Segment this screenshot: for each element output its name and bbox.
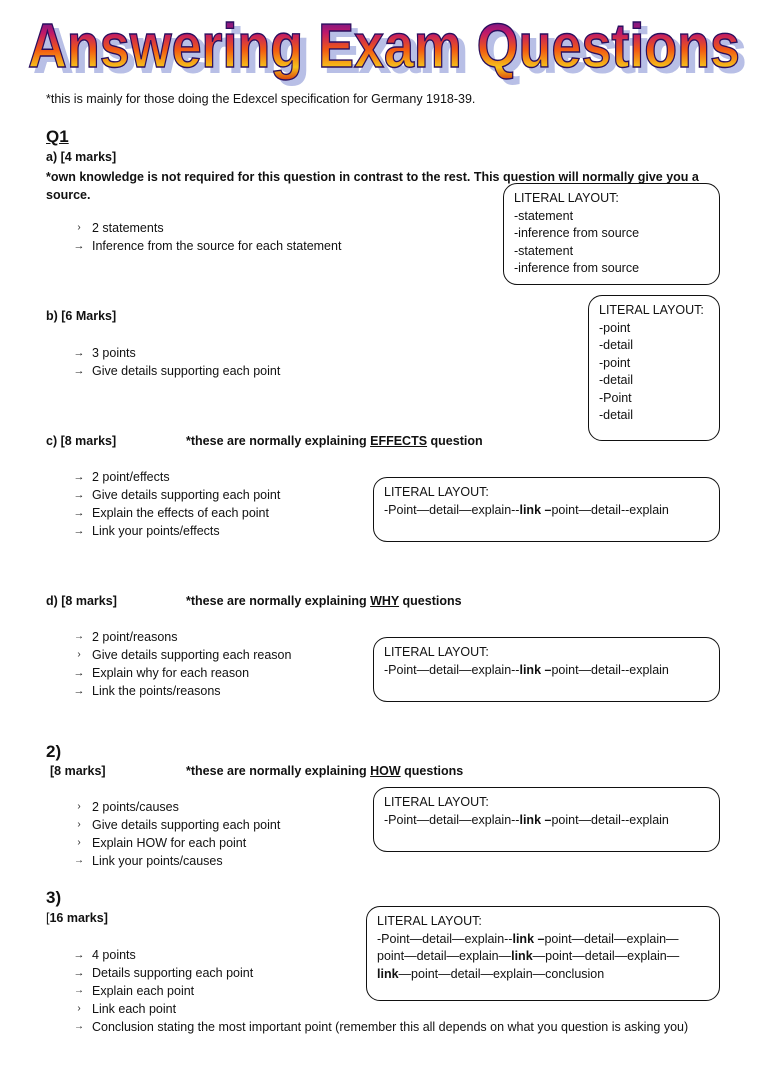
list-item: → Explain the effects of each point (66, 504, 280, 522)
arrow-right-icon: → (74, 855, 84, 866)
list-item: → 2 point/reasons (66, 628, 291, 646)
arrow-right-icon: → (74, 1021, 84, 1032)
list-item: → 4 points (66, 946, 688, 964)
list-item: → Link the points/reasons (66, 682, 291, 700)
layout-line: -statement (514, 208, 574, 223)
q1c-layout-box (373, 477, 720, 542)
list-item: → Give details supporting each point (66, 486, 280, 504)
arrow-right-icon: → (74, 985, 84, 996)
layout-line: -point (599, 320, 631, 335)
q3-marks: [16 marks] (46, 911, 108, 925)
layout-line: -detail (599, 373, 634, 387)
q3-heading: 3) (46, 888, 62, 907)
q1c-note: *these are normally explaining EFFECTS question (186, 434, 483, 448)
arrow-right-icon: → (73, 240, 85, 252)
layout-line: point—detail—explain—link—point—detail—explain— (377, 949, 680, 963)
q1c-marks: c) [8 marks] (46, 434, 117, 448)
arrow-right-icon: → (73, 471, 85, 483)
arrow-right-icon: → (73, 507, 85, 519)
list-item: › Give details supporting each point (66, 816, 280, 834)
chevron-right-icon: › (77, 1003, 81, 1014)
chevron-right-icon: › (77, 222, 81, 233)
list-item: → 2 point/effects (66, 468, 280, 486)
q2-heading: 2) (46, 742, 62, 761)
q1a-bullets (66, 219, 341, 255)
layout-title: LITERAL LAYOUT: (384, 795, 489, 809)
list-item: → Link your points/causes (66, 852, 280, 870)
list-item: › 2 statements (66, 219, 341, 237)
arrow-right-icon: → (73, 949, 85, 961)
q1a-layout-box (503, 183, 720, 285)
q1a-note: *own knowledge is not required for this question in contrast to the rest. This question will normally give you a source. (46, 170, 699, 202)
q2-marks: [8 marks] (50, 764, 106, 778)
list-item: → Explain each point (66, 982, 688, 1000)
arrow-right-icon: → (73, 489, 85, 501)
list-item: → Conclusion stating the most important point (remember this all depends on what you question is asking you) (66, 1018, 688, 1036)
q1d-layout-box (373, 637, 720, 702)
q1b-layout-box (588, 295, 720, 441)
list-item: › Link each point (66, 1000, 688, 1018)
chevron-right-icon: › (77, 819, 81, 830)
q1c-bullets (66, 468, 280, 540)
arrow-right-icon: → (73, 967, 85, 979)
page-title (0, 4, 768, 90)
layout-line: -Point (599, 390, 632, 405)
list-item: → Details supporting each point (66, 964, 688, 982)
layout-title: LITERAL LAYOUT: (514, 191, 619, 205)
intro-note: *this is mainly for those doing the Edexcel specification for Germany 1918-39. (46, 92, 476, 106)
layout-line: -Point—detail—explain--link –point—detail--explain (384, 662, 669, 677)
layout-line: -inference from source (514, 261, 640, 275)
q1d-marks: d) [8 marks] (46, 594, 117, 608)
layout-line: -inference from source (514, 226, 640, 240)
list-item: › 2 points/causes (66, 798, 280, 816)
arrow-right-icon: → (73, 685, 85, 697)
list-item: › Explain HOW for each point (66, 834, 280, 852)
q3-layout-box (366, 906, 720, 1001)
layout-line: -detail (599, 338, 634, 352)
layout-line: -point (599, 355, 631, 370)
title-text: Answering Exam Questions (28, 12, 740, 81)
list-item: → Explain why for each reason (66, 664, 291, 682)
arrow-right-icon: → (73, 347, 85, 359)
list-item: → Give details supporting each point (66, 362, 280, 380)
q1d-bullets (66, 628, 291, 700)
chevron-right-icon: › (77, 837, 81, 848)
q1a-marks: a) [4 marks] (46, 150, 117, 164)
list-item: › Give details supporting each reason (66, 646, 291, 664)
arrow-right-icon: → (73, 525, 85, 537)
layout-title: LITERAL LAYOUT: (377, 914, 482, 928)
arrow-right-icon: → (73, 667, 85, 679)
layout-title: LITERAL LAYOUT: (384, 645, 489, 659)
q2-note: *these are normally explaining HOW questions (186, 764, 464, 778)
title-shadow: Answering Exam Questions (34, 17, 746, 86)
layout-line: -Point—detail—explain--link –point—detail--explain (384, 502, 669, 517)
chevron-right-icon: › (77, 801, 81, 812)
layout-line: -statement (514, 243, 574, 258)
layout-title: LITERAL LAYOUT: (599, 303, 704, 317)
layout-line: -Point—detail—explain--link –point—detail—explain— (377, 931, 679, 946)
q1d-note: *these are normally explaining WHY questions (186, 594, 462, 608)
list-item: → Inference from the source for each statement (66, 237, 341, 255)
q2-layout-box (373, 787, 720, 852)
layout-line: -Point—detail—explain--link –point—detail--explain (384, 812, 669, 827)
arrow-right-icon: → (74, 631, 84, 642)
q1-heading: Q1 (46, 127, 69, 146)
arrow-right-icon: → (73, 365, 85, 377)
q2-bullets (66, 798, 280, 870)
layout-title: LITERAL LAYOUT: (384, 485, 489, 499)
q1b-marks: b) [6 Marks] (46, 309, 117, 323)
list-item: → 3 points (66, 344, 280, 362)
list-item: → Link your points/effects (66, 522, 280, 540)
q1b-bullets (66, 344, 280, 380)
layout-line: -detail (599, 408, 634, 422)
layout-line: link—point—detail—explain—conclusion (377, 966, 605, 981)
chevron-right-icon: › (77, 649, 81, 660)
